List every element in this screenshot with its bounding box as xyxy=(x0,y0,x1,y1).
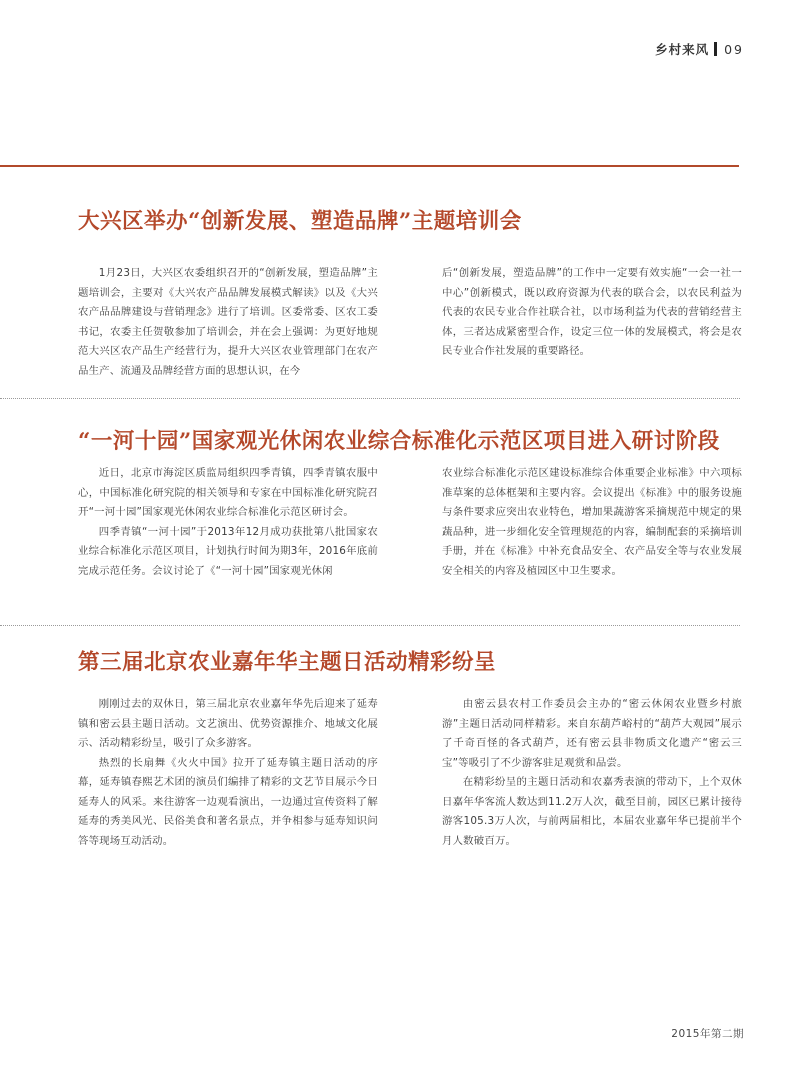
issue-label: 2015年第二期 xyxy=(671,1028,744,1040)
page-number: 09 xyxy=(724,41,744,57)
running-header xyxy=(655,40,744,58)
article-title: 大兴区举办“创新发展、塑造品牌”主题培训会 xyxy=(78,209,522,234)
paragraph: 1月23日，大兴区农委组织召开的“创新发展，塑造品牌”主题培训会，主要对《大兴农产品品牌发展模式解读》以及《大兴农产品品牌建设与营销理念》进行了培训。区委常委、区农工委书记，农委主任贺敬参加了培训会，并在会上强调：为更好地规范大兴区农产品生产经营行为，提升大兴区农业管理部门在农产品生产、流通及品牌经营方面的思想认识，在今 xyxy=(78,267,378,377)
right-column xyxy=(442,695,742,851)
left-column xyxy=(78,695,378,851)
article-body xyxy=(78,695,742,851)
header-separator xyxy=(714,42,717,56)
article-1 xyxy=(78,204,742,377)
article-body xyxy=(78,264,742,381)
paragraph: 近日，北京市海淀区质监局组织四季青镇，四季青镇农服中心，中国标准化研究院的相关领导和专家在中国标准化研究院召开“一河十园”国家观光休闲农业综合标准化示范区研讨会。 xyxy=(78,467,378,518)
paragraph: 后“创新发展，塑造品牌”的工作中一定要有效实施“一会一社一中心”创新模式，既以政府资源为代表的联合会，以农民利益为代表的农民专业合作社联合社，以市场利益为代表的营销经营主体，三者达成紧密型合作，设定三位一体的发展模式，将会是农民专业合作社发展的重要路径。 xyxy=(442,267,742,357)
section-divider xyxy=(0,625,740,626)
paragraph: 由密云县农村工作委员会主办的“密云休闲农业暨乡村旅游”主题日活动同样精彩。来自东葫芦峪村的“葫芦大观园”展示了千奇百怪的各式葫芦，还有密云县非物质文化遗产“密云三宝”等吸引了不少游客驻足观赏和品尝。 xyxy=(442,698,742,769)
paragraph: 农业综合标准化示范区建设标准综合体重要企业标准》中六项标准草案的总体框架和主要内容。会议提出《标准》中的服务设施与条件要求应突出农业特色，增加果蔬游客采摘规范中规定的果蔬品种，进一步细化安全管理规范的内容，编制配套的采摘培训手册，并在《标准》中补充食品安全、农产品安全等与农业发展安全相关的内容及植园区中卫生要求。 xyxy=(442,467,742,577)
top-rule xyxy=(0,165,739,167)
right-column xyxy=(442,464,742,581)
section-name: 乡村来风 xyxy=(655,42,710,57)
paragraph: 四季青镇“一河十园”于2013年12月成功获批第八批国家农业综合标准化示范区项目，计划执行时间为期3年，2016年底前完成示范任务。会议讨论了《“一河十园”国家观光休闲 xyxy=(78,525,378,577)
right-column xyxy=(442,264,742,381)
article-title: 第三届北京农业嘉年华主题日活动精彩纷呈 xyxy=(78,650,497,675)
article-3 xyxy=(78,645,742,847)
section-divider xyxy=(0,398,740,399)
paragraph: 热烈的长扇舞《火火中国》拉开了延寿镇主题日活动的序幕，延寿镇春熙艺术团的演员们编排了精彩的文艺节目展示今日延寿人的风采。来往游客一边观看演出，一边通过宣传资料了解延寿的秀美风光、民俗美食和著名景点，并争相参与延寿知识问答等现场互动活动。 xyxy=(78,756,378,847)
article-body xyxy=(78,464,742,581)
left-column xyxy=(78,464,378,581)
article-title: “一河十园”国家观光休闲农业综合标准化示范区项目进入研讨阶段 xyxy=(78,429,720,454)
paragraph: 刚刚过去的双休日，第三届北京农业嘉年华先后迎来了延寿镇和密云县主题日活动。文艺演出、优势资源推介、地域文化展示、活动精彩纷呈，吸引了众多游客。 xyxy=(78,698,378,749)
article-2 xyxy=(78,424,742,577)
left-column xyxy=(78,264,378,381)
paragraph: 在精彩纷呈的主题日活动和农嘉秀表演的带动下，上个双休日嘉年华客流人数达到11.2万人次，截至目前，园区已累计接待游客105.3万人次，与前两届相比，本届农业嘉年华已提前半个月人数破百万。 xyxy=(442,776,742,847)
